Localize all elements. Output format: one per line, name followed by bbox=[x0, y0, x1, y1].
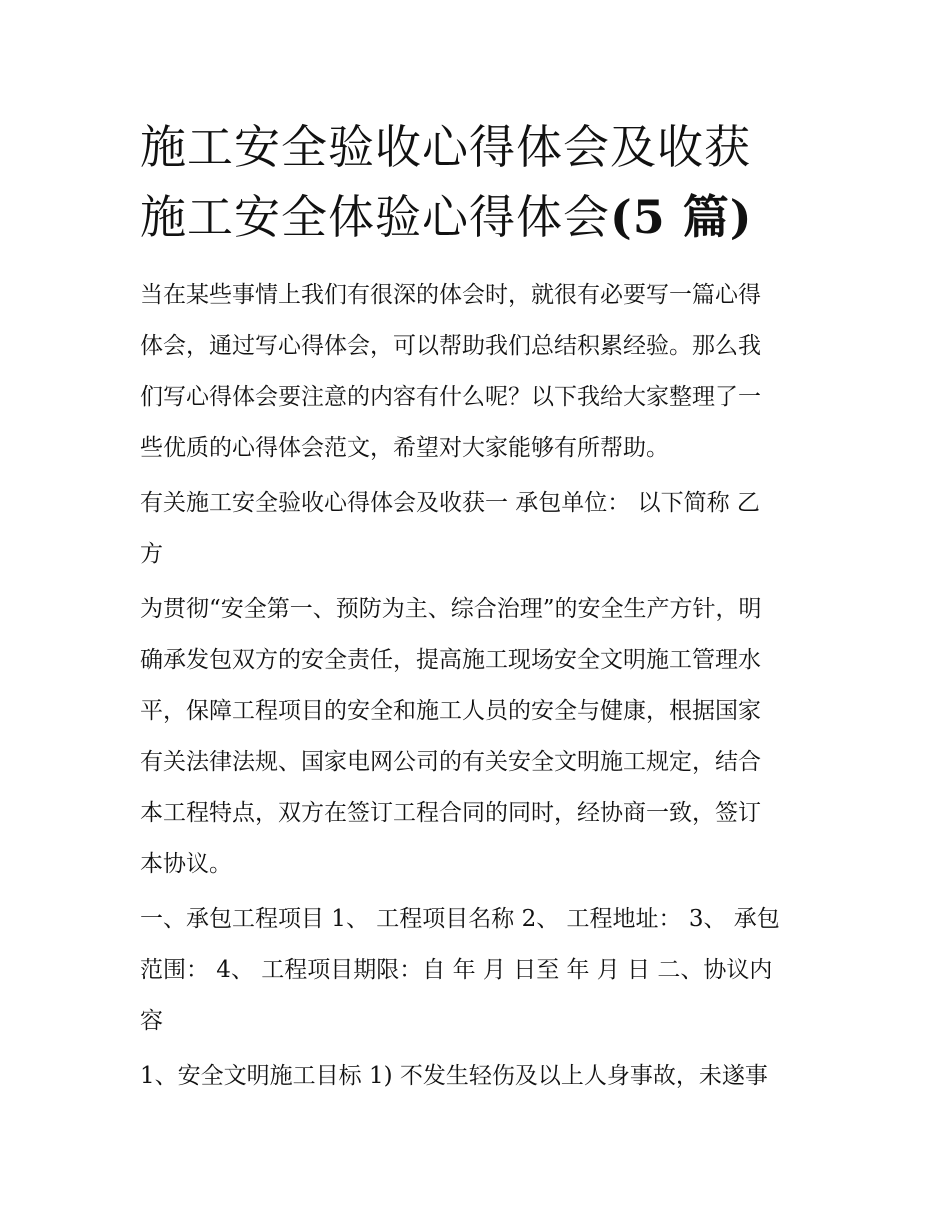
target-line: 1、安全文明施工目标 1) 不发生轻伤及以上人身事故，未遂事 bbox=[140, 1063, 768, 1089]
intro-line: 们写心得体会要注意的内容有什么呢？以下我给大家整理了一 bbox=[140, 384, 761, 410]
purpose-paragraph bbox=[140, 584, 812, 890]
purpose-line: 平，保障工程项目的安全和施工人员的安全与健康，根据国家 bbox=[140, 698, 761, 724]
target-paragraph bbox=[140, 1051, 812, 1102]
intro-line: 体会，通过写心得体会，可以帮助我们总结积累经验。那么我 bbox=[140, 333, 761, 359]
project-line: 范围： 4、 工程项目期限：自 年 月 日至 年 月 日 二、协议内 bbox=[140, 957, 773, 983]
purpose-line: 确承发包双方的安全责任，提高施工现场安全文明施工管理水 bbox=[140, 647, 761, 673]
title-line-2-count: (5 篇) bbox=[610, 190, 753, 244]
purpose-line: 本协议。 bbox=[140, 851, 232, 877]
purpose-line: 本工程特点，双方在签订工程合同的同时，经协商一致，签订 bbox=[140, 800, 761, 826]
project-paragraph bbox=[140, 894, 812, 1047]
section-heading-line: 有关施工安全验收心得体会及收获一 承包单位： 以下简称 乙 bbox=[140, 490, 760, 516]
title-line-2 bbox=[140, 182, 812, 252]
intro-paragraph bbox=[140, 270, 812, 474]
project-line: 容 bbox=[140, 1008, 163, 1034]
purpose-line: 为贯彻“安全第一、预防为主、综合治理”的安全生产方针，明 bbox=[140, 596, 762, 622]
purpose-line: 有关法律法规、国家电网公司的有关安全文明施工规定，结合 bbox=[140, 749, 761, 775]
section-heading-paragraph bbox=[140, 478, 812, 580]
title-line-1: 施工安全验收心得体会及收获 bbox=[140, 120, 751, 174]
intro-line: 些优质的心得体会范文，希望对大家能够有所帮助。 bbox=[140, 435, 669, 461]
section-heading-line: 方 bbox=[140, 541, 163, 567]
document-title bbox=[140, 112, 812, 252]
document-page bbox=[140, 112, 812, 1106]
intro-line: 当在某些事情上我们有很深的体会时，就很有必要写一篇心得 bbox=[140, 282, 761, 308]
project-line: 一、承包工程项目 1、 工程项目名称 2、 工程地址： 3、 承包 bbox=[140, 906, 780, 932]
title-line-2-text: 施工安全体验心得体会 bbox=[140, 190, 610, 244]
